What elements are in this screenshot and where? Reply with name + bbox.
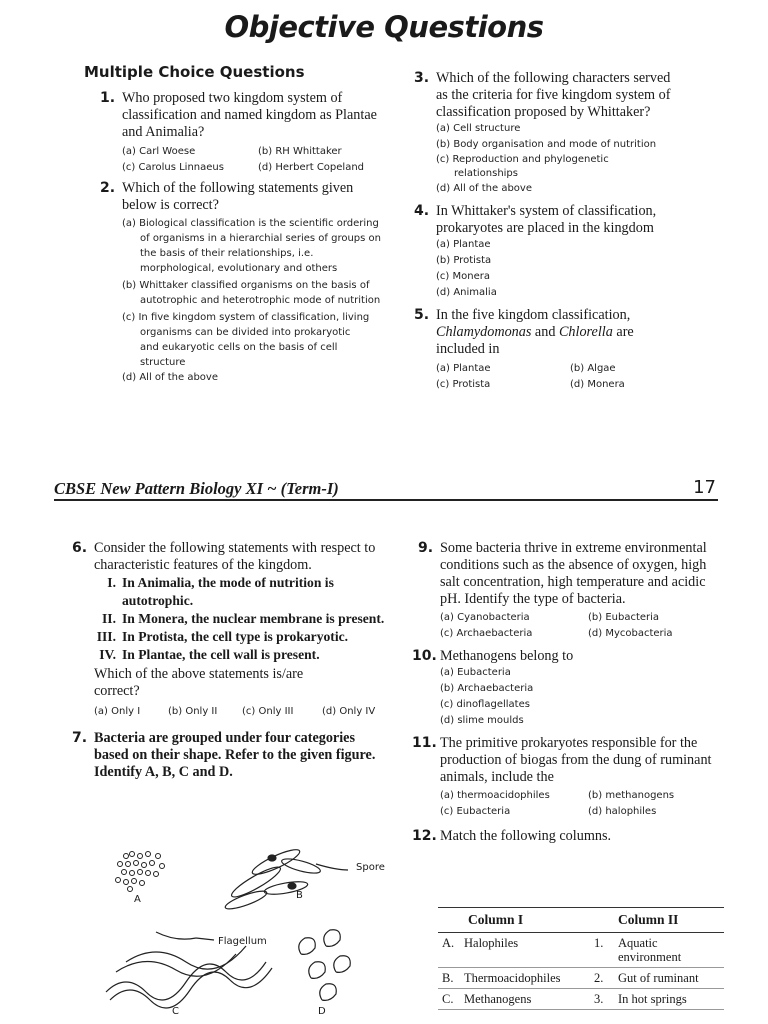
question-10: [412, 648, 722, 729]
statement-2: II. In Monera, the nuclear membrane is present.: [102, 611, 385, 626]
option-a: (a) Only I: [94, 706, 141, 717]
question-5: [408, 307, 720, 393]
column-1-cell: Thermoacidophiles: [460, 968, 590, 989]
row-number: 3.: [590, 989, 614, 1010]
option-c: (c) In five kingdom system of classification, living organisms can be divided into prokaryotic and eukaryotic cells on the basis of cell structure: [122, 312, 370, 368]
statement-3: III. In Protista, the cell type is prokaryotic.: [96, 629, 349, 644]
row-letter: B.: [438, 968, 460, 989]
question-text: Who proposed two kingdom system of classification and named kingdom as Plantae and Animalia?: [122, 90, 377, 140]
figure-label-b: B: [296, 890, 303, 901]
option-a: (a) Plantae: [436, 363, 491, 374]
table-row: [438, 968, 724, 989]
question-number: 1.: [100, 90, 116, 106]
match-table: [438, 907, 724, 1010]
option-c: (c) Archaebacteria: [440, 628, 533, 639]
right-column-bottom: [412, 540, 722, 849]
row-number: 1.: [590, 933, 614, 968]
column-2-cell: Gut of ruminant: [614, 968, 724, 989]
option-d: (d) All of the above: [122, 372, 218, 383]
left-column-top: [94, 90, 394, 390]
question-number: 9.: [418, 540, 434, 556]
figure-label-d: D: [318, 1006, 326, 1017]
question-prompt: Which of the above statements is/are correct?: [94, 666, 304, 699]
option-a: (a) Eubacteria: [440, 667, 511, 678]
option-b: (b) Body organisation and mode of nutrition: [436, 139, 657, 150]
option-d: (d) All of the above: [436, 183, 532, 194]
figure-label-flagellum: Flagellum: [218, 936, 267, 947]
option-b: (b) Archaebacteria: [440, 683, 534, 694]
right-column-top: [408, 70, 720, 397]
question-text: [436, 307, 720, 358]
figure-label-spore: Spore: [356, 862, 385, 873]
column-1-header: Column I: [438, 908, 590, 933]
question-2: [94, 180, 394, 386]
option-b: (b) methanogens: [588, 790, 675, 801]
book-title: CBSE New Pattern Biology XI ~ (Term-I): [54, 479, 339, 498]
option-b: (b) Eubacteria: [588, 612, 660, 623]
question-number: 10.: [412, 648, 437, 664]
question-text: Which of the following statements given below is correct?: [122, 180, 354, 213]
bacilli-group: [224, 846, 348, 913]
cocci-cluster: [116, 852, 165, 892]
option-a: (a) thermoacidophiles: [440, 790, 550, 801]
option-c: (c) dinoflagellates: [440, 699, 530, 710]
question-number: 6.: [72, 540, 88, 556]
question-text-end: are included in: [436, 324, 634, 357]
question-text: In Whittaker's system of classification, prokaryotes are placed in the kingdom: [436, 203, 657, 236]
divider: [54, 499, 718, 501]
question-9: [412, 540, 722, 642]
table-row: [438, 933, 724, 968]
question-3: [408, 70, 720, 197]
question-text: Bacteria are grouped under four categories based on their shape. Refer to the given figure. Identify A, B, C and D.: [94, 730, 376, 780]
column-1-cell: Halophiles: [460, 933, 590, 968]
question-number: 5.: [414, 307, 430, 323]
option-b: (b) Algae: [570, 363, 616, 374]
option-a: (a) Cell structure: [436, 123, 521, 134]
left-column-bottom: [66, 540, 396, 785]
question-7: [66, 730, 396, 781]
row-number: 2.: [590, 968, 614, 989]
question-1: [94, 90, 394, 176]
question-11: [412, 735, 722, 820]
question-6: [66, 540, 396, 720]
conjunction: and: [534, 324, 556, 340]
question-number: 7.: [72, 730, 88, 746]
question-text-start: In the five kingdom classification,: [436, 307, 631, 323]
question-number: 3.: [414, 70, 430, 86]
statement-4: IV. In Plantae, the cell wall is present.: [99, 647, 320, 662]
option-d: (d) Herbert Copeland: [258, 162, 365, 173]
organism-name: Chlamydomonas: [436, 324, 532, 340]
option-a: (a) Plantae: [436, 239, 491, 250]
question-text: Consider the following statements with respect to characteristic features of the kingdom.: [94, 540, 376, 573]
option-c: (c) Reproduction and phylogenetic relationships: [436, 154, 609, 179]
option-a: (a) Carl Woese: [122, 146, 196, 157]
question-number: 4.: [414, 203, 430, 219]
row-letter: A.: [438, 933, 460, 968]
figure-label-c: C: [172, 1006, 179, 1017]
question-text: Which of the following characters served as the criteria for five kingdom system of classification proposed by Whittaker?: [436, 70, 671, 120]
question-number: 12.: [412, 828, 437, 844]
column-2-header: Column II: [590, 908, 724, 933]
organism-name: Chlorella: [558, 324, 613, 340]
option-c: (c) Carolus Linnaeus: [122, 162, 224, 173]
option-b: (b) Only II: [168, 706, 218, 717]
question-4: [408, 203, 720, 301]
page-title: Objective Questions: [224, 10, 544, 44]
section-heading: Multiple Choice Questions: [84, 63, 305, 81]
column-2-cell: Aquatic environment: [614, 933, 724, 968]
question-number: 11.: [412, 735, 437, 751]
option-d: (d) slime moulds: [440, 715, 524, 726]
option-d: (d) Only IV: [322, 706, 376, 717]
question-text: Match the following columns.: [440, 828, 612, 844]
question-text: Methanogens belong to: [440, 648, 574, 664]
row-letter: C.: [438, 989, 460, 1010]
option-d: (d) Mycobacteria: [588, 628, 673, 639]
table-row: [438, 989, 724, 1010]
question-text: The primitive prokaryotes responsible for the production of biogas from the dung of ruminant animals, include the: [440, 735, 712, 785]
vibrio-group: [299, 930, 351, 1001]
option-d: (d) Animalia: [436, 287, 497, 298]
question-12: [412, 828, 722, 845]
option-a: (a) Biological classification is the scientific ordering of organisms in a hierarchial series of groups on the basis of their relationships, i.e. morphological, evolutionary and others: [122, 218, 382, 274]
option-c: (c) Only III: [242, 706, 294, 717]
option-c: (c) Monera: [436, 271, 490, 282]
bacteria-shapes-figure: [96, 842, 396, 1022]
question-number: 2.: [100, 180, 116, 196]
column-2-cell: In hot springs: [614, 989, 724, 1010]
option-a: (a) Cyanobacteria: [440, 612, 530, 623]
option-c: (c) Protista: [436, 379, 491, 390]
statement-1: I. In Animalia, the mode of nutrition is autotrophic.: [107, 575, 334, 608]
table-header-row: [438, 908, 724, 933]
option-b: (b) RH Whittaker: [258, 146, 342, 157]
question-text: Some bacteria thrive in extreme environmental conditions such as the absence of oxygen, high salt concentration, high temperature and acidic pH. Identify the type of bacteria.: [440, 540, 707, 607]
option-c: (c) Eubacteria: [440, 806, 511, 817]
page-number: 17: [693, 477, 716, 498]
option-b: (b) Whittaker classified organisms on the basis of autotrophic and heterotrophic mode of nutrition: [122, 280, 381, 306]
option-d: (d) Monera: [570, 379, 625, 390]
figure-label-a: A: [134, 894, 141, 905]
option-b: (b) Protista: [436, 255, 492, 266]
option-d: (d) halophiles: [588, 806, 657, 817]
column-1-cell: Methanogens: [460, 989, 590, 1010]
